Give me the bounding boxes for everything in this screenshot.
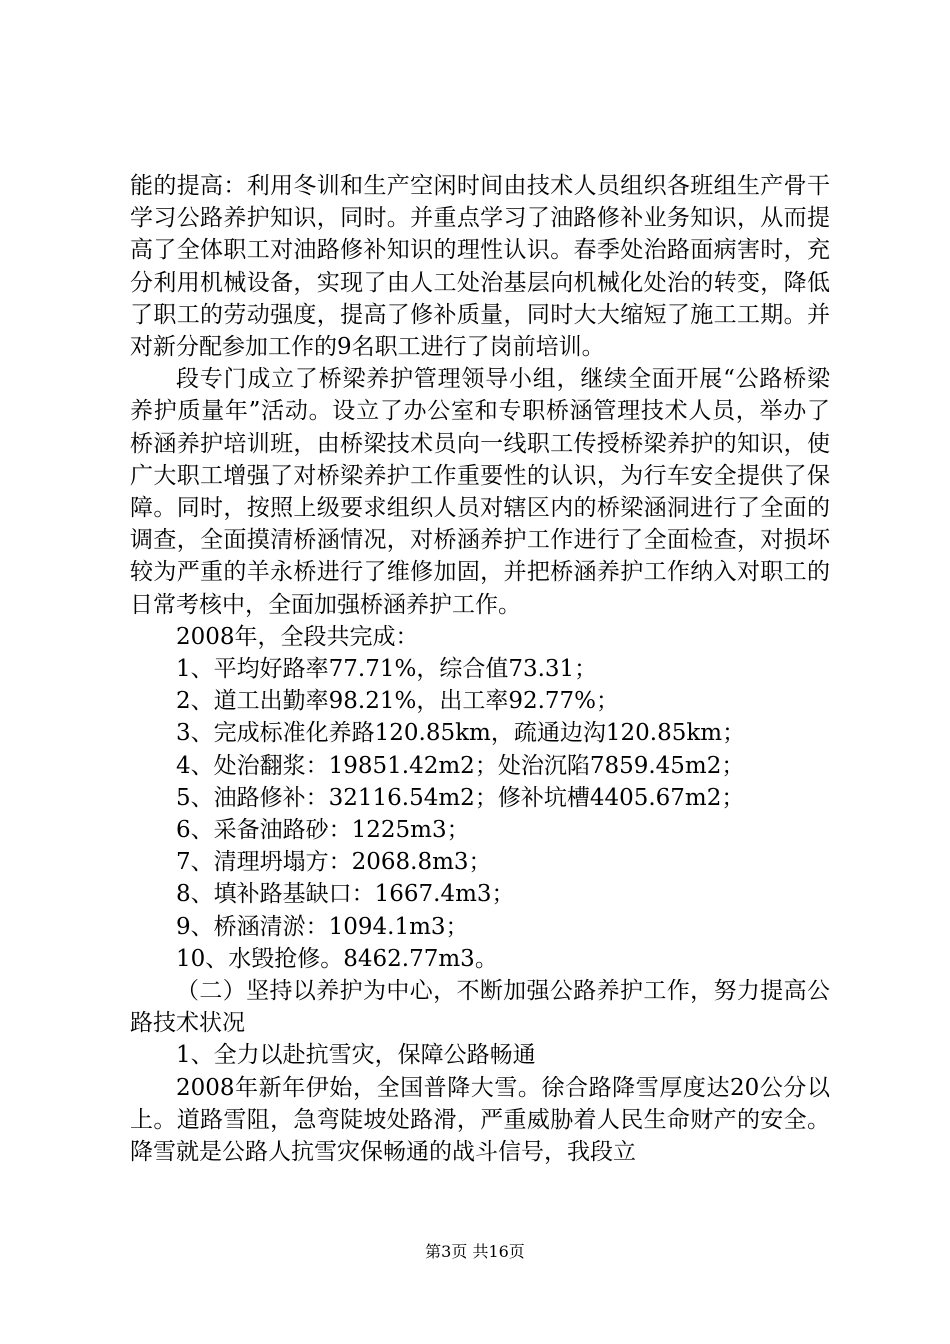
stats-list	[130, 653, 830, 975]
summary-intro: 2008年，全段共完成：	[176, 623, 419, 650]
stats-item: 3、完成标准化养路120.85km，疏通边沟120.85km；	[176, 720, 746, 747]
stats-item: 5、油路修补：32116.54m2；修补坑槽4405.67m2；	[176, 784, 745, 811]
page-number-footer: 第3页 共16页	[425, 1242, 525, 1261]
paragraph-bridge-maintenance: 段专门成立了桥梁养护管理领导小组，继续全面开展“公路桥梁养护质量年”活动。设立了办公室和专职桥涵管理技术人员，举办了桥涵养护培训班，由桥梁技术员向一线职工传授桥梁养护的知识，使广大职工增强了对桥梁养护工作重要性的认识，为行车安全提供了保障。同时，按照上级要求组织人员对辖区内的桥梁涵洞进行了全面的调查，全面摸清桥涵情况，对桥涵养护工作进行了全面检查，对损坏较为严重的羊永桥进行了维修加固，并把桥涵养护工作纳入对职工的日常考核中，全面加强桥涵养护工作。	[130, 366, 830, 618]
section-heading: （二）坚持以养护为中心，不断加强公路养护工作，努力提高公路技术状况	[130, 978, 830, 1037]
stats-item: 2、道工出勤率98.21%，出工率92.77%；	[176, 688, 620, 715]
stats-item: 9、桥涵清淤：1094.1m3；	[176, 913, 469, 940]
paragraph-training: 能的提高：利用冬训和生产空闲时间由技术人员组织各班组生产骨干学习公路养护知识，同时。并重点学习了油路修补业务知识，从而提高了全体职工对油路修补知识的理性认识。春季处治路面病害时，充分利用机械设备，实现了由人工处治基层向机械化处治的转变，降低了职工的劳动强度，提高了修补质量，同时大大缩短了施工工期。并对新分配参加工作的9名职工进行了岗前培训。	[130, 173, 830, 361]
stats-item: 7、清理坍塌方：2068.8m3；	[176, 849, 492, 876]
document-body	[130, 170, 830, 1168]
stats-item: 1、平均好路率77.71%，综合值73.31；	[176, 656, 598, 683]
stats-item: 8、填补路基缺口：1667.4m3；	[176, 881, 515, 908]
stats-item: 10、水毁抢修。8462.77m3。	[176, 945, 498, 972]
stats-item: 6、采备油路砂：1225m3；	[176, 817, 470, 844]
paragraph-snow-disaster: 2008年新年伊始，全国普降大雪。徐合路降雪厚度达20公分以上。道路雪阻，急弯陡坡处路滑，严重威胁着人民生命财产的安全。降雪就是公路人抗雪灾保畅通的战斗信号，我段立	[130, 1074, 830, 1166]
subheading: 1、全力以赴抗雪灾，保障公路畅通	[176, 1042, 536, 1069]
stats-item: 4、处治翻浆：19851.42m2；处治沉陷7859.45m2；	[176, 752, 745, 779]
